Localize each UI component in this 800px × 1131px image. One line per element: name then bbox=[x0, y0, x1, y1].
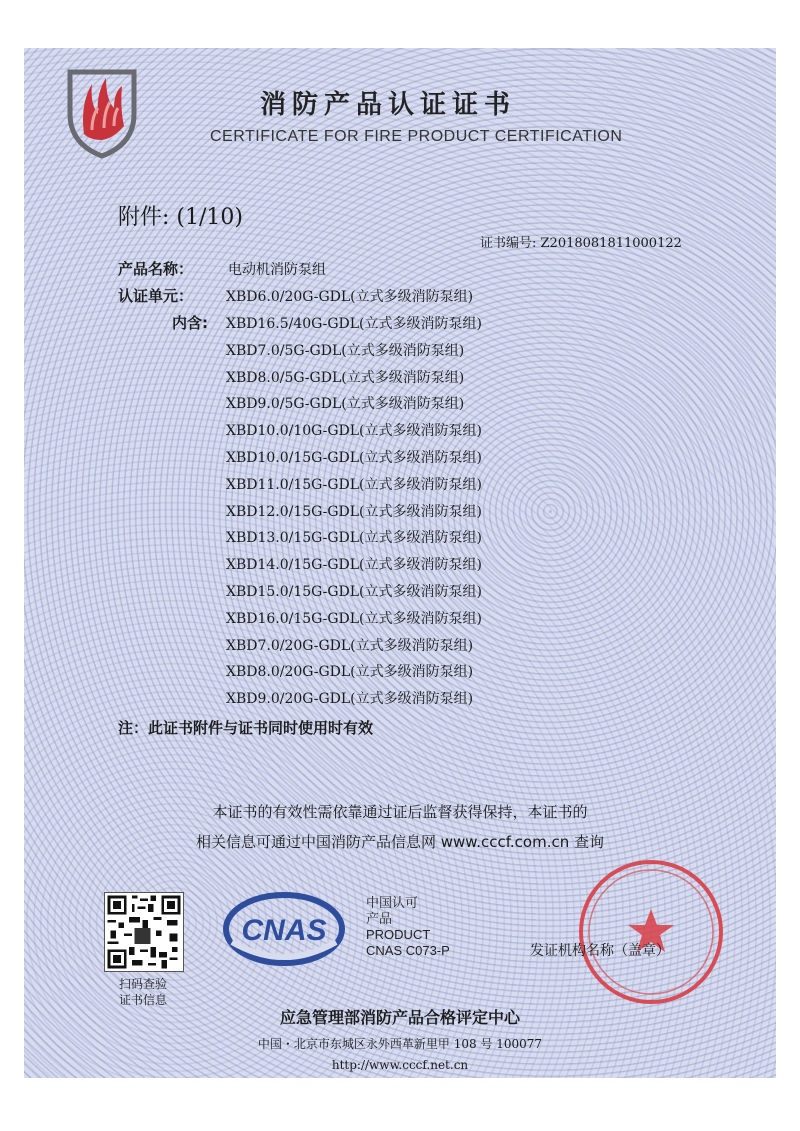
cnas-line-3: PRODUCT bbox=[366, 927, 431, 942]
validity-statement bbox=[120, 797, 680, 857]
model-item: XBD8.0/5G-GDL(立式多级消防泵组) bbox=[226, 369, 465, 386]
validity-line-2: 相关信息可通过中国消防产品信息网 www.cccf.com.cn 查询 bbox=[196, 833, 604, 851]
model-item: XBD10.0/10G-GDL(立式多级消防泵组) bbox=[226, 423, 482, 440]
issuing-organization: 应急管理部消防产品合格评定中心 bbox=[279, 1008, 520, 1027]
model-item: XBD10.0/15G-GDL(立式多级消防泵组) bbox=[226, 449, 482, 466]
model-item: XBD13.0/15G-GDL(立式多级消防泵组) bbox=[226, 530, 482, 547]
qr-label-line-1: 扫码查验 bbox=[118, 977, 167, 991]
cnas-accreditation-text bbox=[366, 895, 450, 959]
model-item: XBD16.0/15G-GDL(立式多级消防泵组) bbox=[226, 610, 482, 627]
qr-code-label bbox=[104, 976, 182, 1008]
validity-note: 注：此证书附件与证书同时使用时有效 bbox=[118, 719, 374, 737]
model-item: XBD16.5/40G-GDL(立式多级消防泵组) bbox=[226, 316, 482, 332]
cnas-line-1: 中国认可 bbox=[366, 895, 419, 910]
certificate-title-cn: 消防产品认证证书 bbox=[260, 90, 517, 120]
cnas-logo-icon bbox=[222, 890, 346, 968]
official-seal-icon bbox=[576, 857, 726, 1007]
certificate-title-en: CERTIFICATE FOR FIRE PRODUCT CERTIFICATION bbox=[210, 128, 623, 145]
cnas-line-4: CNAS C073-P bbox=[366, 943, 450, 958]
flame-shield-logo-icon bbox=[62, 64, 142, 160]
model-item: XBD9.0/20G-GDL(立式多级消防泵组) bbox=[226, 691, 474, 708]
organization-website[interactable]: http://www.cccf.net.cn bbox=[331, 1058, 469, 1072]
model-item: XBD9.0/5G-GDL(立式多级消防泵组) bbox=[226, 396, 465, 413]
product-name-value: 电动机消防泵组 bbox=[228, 262, 326, 278]
issuing-authority-label: 发证机构名称（盖章） bbox=[530, 943, 670, 959]
model-list bbox=[226, 313, 482, 715]
includes-label: 内含: bbox=[172, 314, 208, 332]
organization-address: 中国・北京市东城区永外西革新里甲 108 号 100077 bbox=[257, 1037, 543, 1051]
qr-label-line-2: 证书信息 bbox=[118, 993, 167, 1007]
validity-line-1: 本证书的有效性需依靠通过证后监督获得保持，本证书的 bbox=[212, 803, 588, 821]
model-item: XBD15.0/15G-GDL(立式多级消防泵组) bbox=[226, 583, 482, 600]
model-item: XBD8.0/20G-GDL(立式多级消防泵组) bbox=[226, 664, 474, 681]
appendix-label: 附件: (1/10) bbox=[118, 205, 243, 230]
model-item: XBD11.0/15G-GDL(立式多级消防泵组) bbox=[226, 476, 482, 493]
certification-unit-label: 认证单元： bbox=[118, 287, 194, 305]
product-name-label: 产品名称： bbox=[118, 260, 194, 278]
qr-code-icon[interactable] bbox=[104, 892, 184, 972]
model-item: XBD12.0/15G-GDL(立式多级消防泵组) bbox=[226, 503, 482, 520]
model-item: XBD7.0/5G-GDL(立式多级消防泵组) bbox=[226, 342, 465, 359]
certification-unit-value: XBD6.0/20G-GDL(立式多级消防泵组) bbox=[226, 289, 474, 305]
model-item: XBD7.0/20G-GDL(立式多级消防泵组) bbox=[226, 637, 474, 654]
cnas-logo-text: CNAS bbox=[241, 914, 327, 947]
cnas-line-2: 产品 bbox=[366, 911, 393, 926]
certificate-number: 证书编号: Z2018081811000122 bbox=[480, 236, 682, 251]
model-item: XBD14.0/15G-GDL(立式多级消防泵组) bbox=[226, 557, 482, 574]
